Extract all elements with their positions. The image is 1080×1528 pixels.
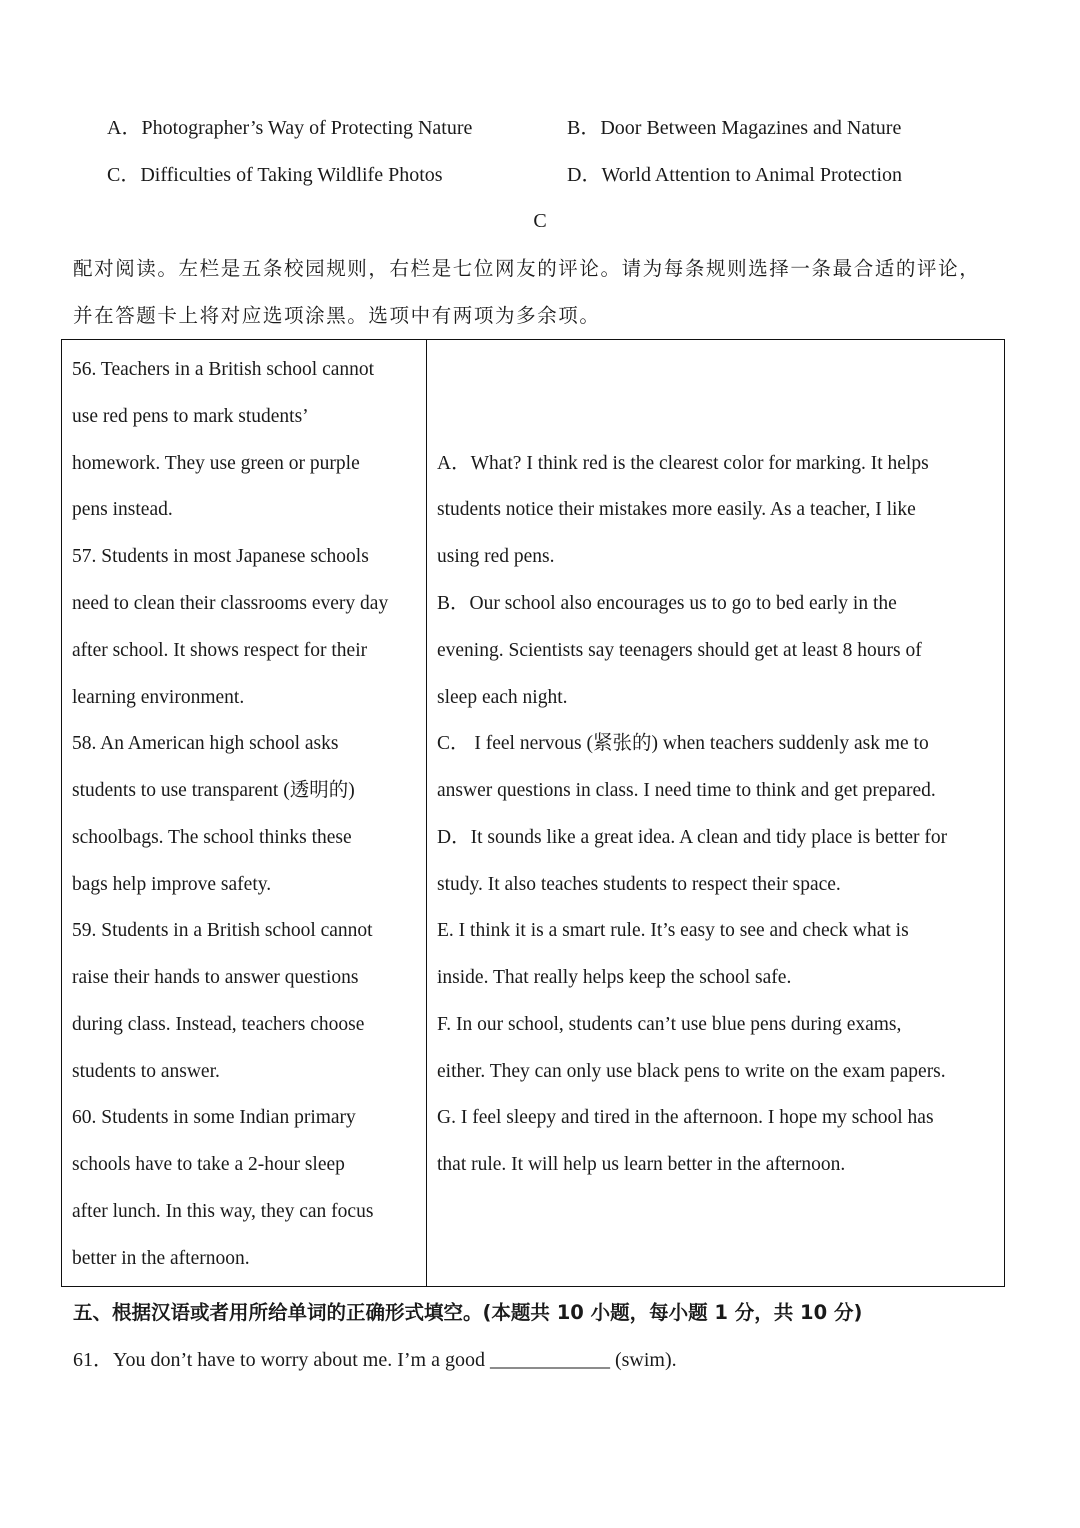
- comment-f-line-1: F. In our school, students can’t use blue pens during exams,: [437, 1014, 902, 1035]
- rule-57-line-4: learning environment.: [72, 687, 245, 708]
- rule-59-line-4: students to answer.: [72, 1061, 220, 1082]
- rule-56-line-2: use red pens to mark students’: [72, 406, 309, 427]
- rule-59-line-1: 59. Students in a British school cannot: [72, 920, 373, 941]
- comment-e-line-1: E. I think it is a smart rule. It’s easy to see and check what is: [437, 920, 909, 941]
- option-d-text: World Attention to Animal Protection: [601, 164, 903, 186]
- rule-57-line-1: 57. Students in most Japanese schools: [72, 546, 369, 567]
- question-61: 61．You don’t have to worry about me. I’m a good ____________ (swim).: [73, 1349, 677, 1371]
- comment-b-line-2: evening. Scientists say teenagers should get at least 8 hours of: [437, 640, 922, 661]
- rule-56-line-3: homework. They use green or purple: [72, 453, 360, 474]
- rule-58-line-1: 58. An American high school asks: [72, 733, 339, 754]
- option-c-letter: C．: [107, 164, 141, 186]
- instruction-line-1: 配对阅读。左栏是五条校园规则，右栏是七位网友的评论。请为每条规则选择一条最合适的评论，: [73, 257, 981, 280]
- comment-b-line-3: sleep each night.: [437, 687, 568, 708]
- rule-57-line-2: need to clean their classrooms every day: [72, 593, 389, 614]
- comment-g-line-1: G. I feel sleepy and tired in the afternoon. I hope my school has: [437, 1107, 934, 1128]
- section-c-heading: C: [533, 210, 547, 232]
- rule-58-line-3: schoolbags. The school thinks these: [72, 827, 352, 848]
- option-c: [107, 162, 443, 188]
- rule-60-line-3: after lunch. In this way, they can focus: [72, 1201, 374, 1222]
- comment-g-line-2: that rule. It will help us learn better in the afternoon.: [437, 1154, 846, 1175]
- rule-56-line-4: pens instead.: [72, 499, 173, 520]
- option-c-text: Difficulties of Taking Wildlife Photos: [140, 164, 443, 186]
- rule-60-line-2: schools have to take a 2-hour sleep: [72, 1154, 345, 1175]
- comment-a-line-1: A．What? I think red is the clearest color for marking. It helps: [437, 453, 929, 474]
- section-five-title: 五、根据汉语或者用所给单词的正确形式填空。(本题共 10 小题，每小题 1 分，共 10 分): [73, 1301, 863, 1324]
- rule-58-line-4: bags help improve safety.: [72, 874, 272, 895]
- rule-59-line-3: during class. Instead, teachers choose: [72, 1014, 365, 1035]
- table-divider: [426, 340, 427, 1286]
- comment-c-line-2: answer questions in class. I need time to think and get prepared.: [437, 780, 936, 801]
- comment-f-line-2: either. They can only use black pens to write on the exam papers.: [437, 1061, 946, 1082]
- option-d: [567, 162, 902, 188]
- comment-a-line-2: students notice their mistakes more easily. As a teacher, I like: [437, 499, 916, 520]
- matching-table: [61, 339, 1005, 1287]
- option-a-text: Photographer’s Way of Protecting Nature: [141, 117, 473, 139]
- comment-d-line-2: study. It also teaches students to respect their space.: [437, 874, 841, 895]
- comment-d-line-1: D．It sounds like a great idea. A clean and tidy place is better for: [437, 827, 948, 848]
- option-b-text: Door Between Magazines and Nature: [600, 117, 902, 139]
- option-a: [107, 115, 472, 141]
- rule-59-line-2: raise their hands to answer questions: [72, 967, 359, 988]
- comment-a-line-3: using red pens.: [437, 546, 555, 567]
- rule-60-line-4: better in the afternoon.: [72, 1248, 250, 1269]
- rule-57-line-3: after school. It shows respect for their: [72, 640, 368, 661]
- comment-e-line-2: inside. That really helps keep the school safe.: [437, 967, 792, 988]
- comment-b-line-1: B．Our school also encourages us to go to bed early in the: [437, 593, 897, 614]
- option-b-letter: B．: [567, 117, 601, 139]
- rule-58-line-2: students to use transparent (透明的): [72, 780, 355, 801]
- option-d-letter: D．: [567, 164, 602, 186]
- instruction-line-2: 并在答题卡上将对应选项涂黑。选项中有两项为多余项。: [73, 304, 601, 327]
- option-a-letter: A．: [107, 117, 142, 139]
- comment-c-line-1: C． I feel nervous (紧张的) when teachers suddenly ask me to: [437, 733, 929, 754]
- option-b: [567, 115, 901, 141]
- rule-60-line-1: 60. Students in some Indian primary: [72, 1107, 356, 1128]
- rule-56-line-1: 56. Teachers in a British school cannot: [72, 359, 375, 380]
